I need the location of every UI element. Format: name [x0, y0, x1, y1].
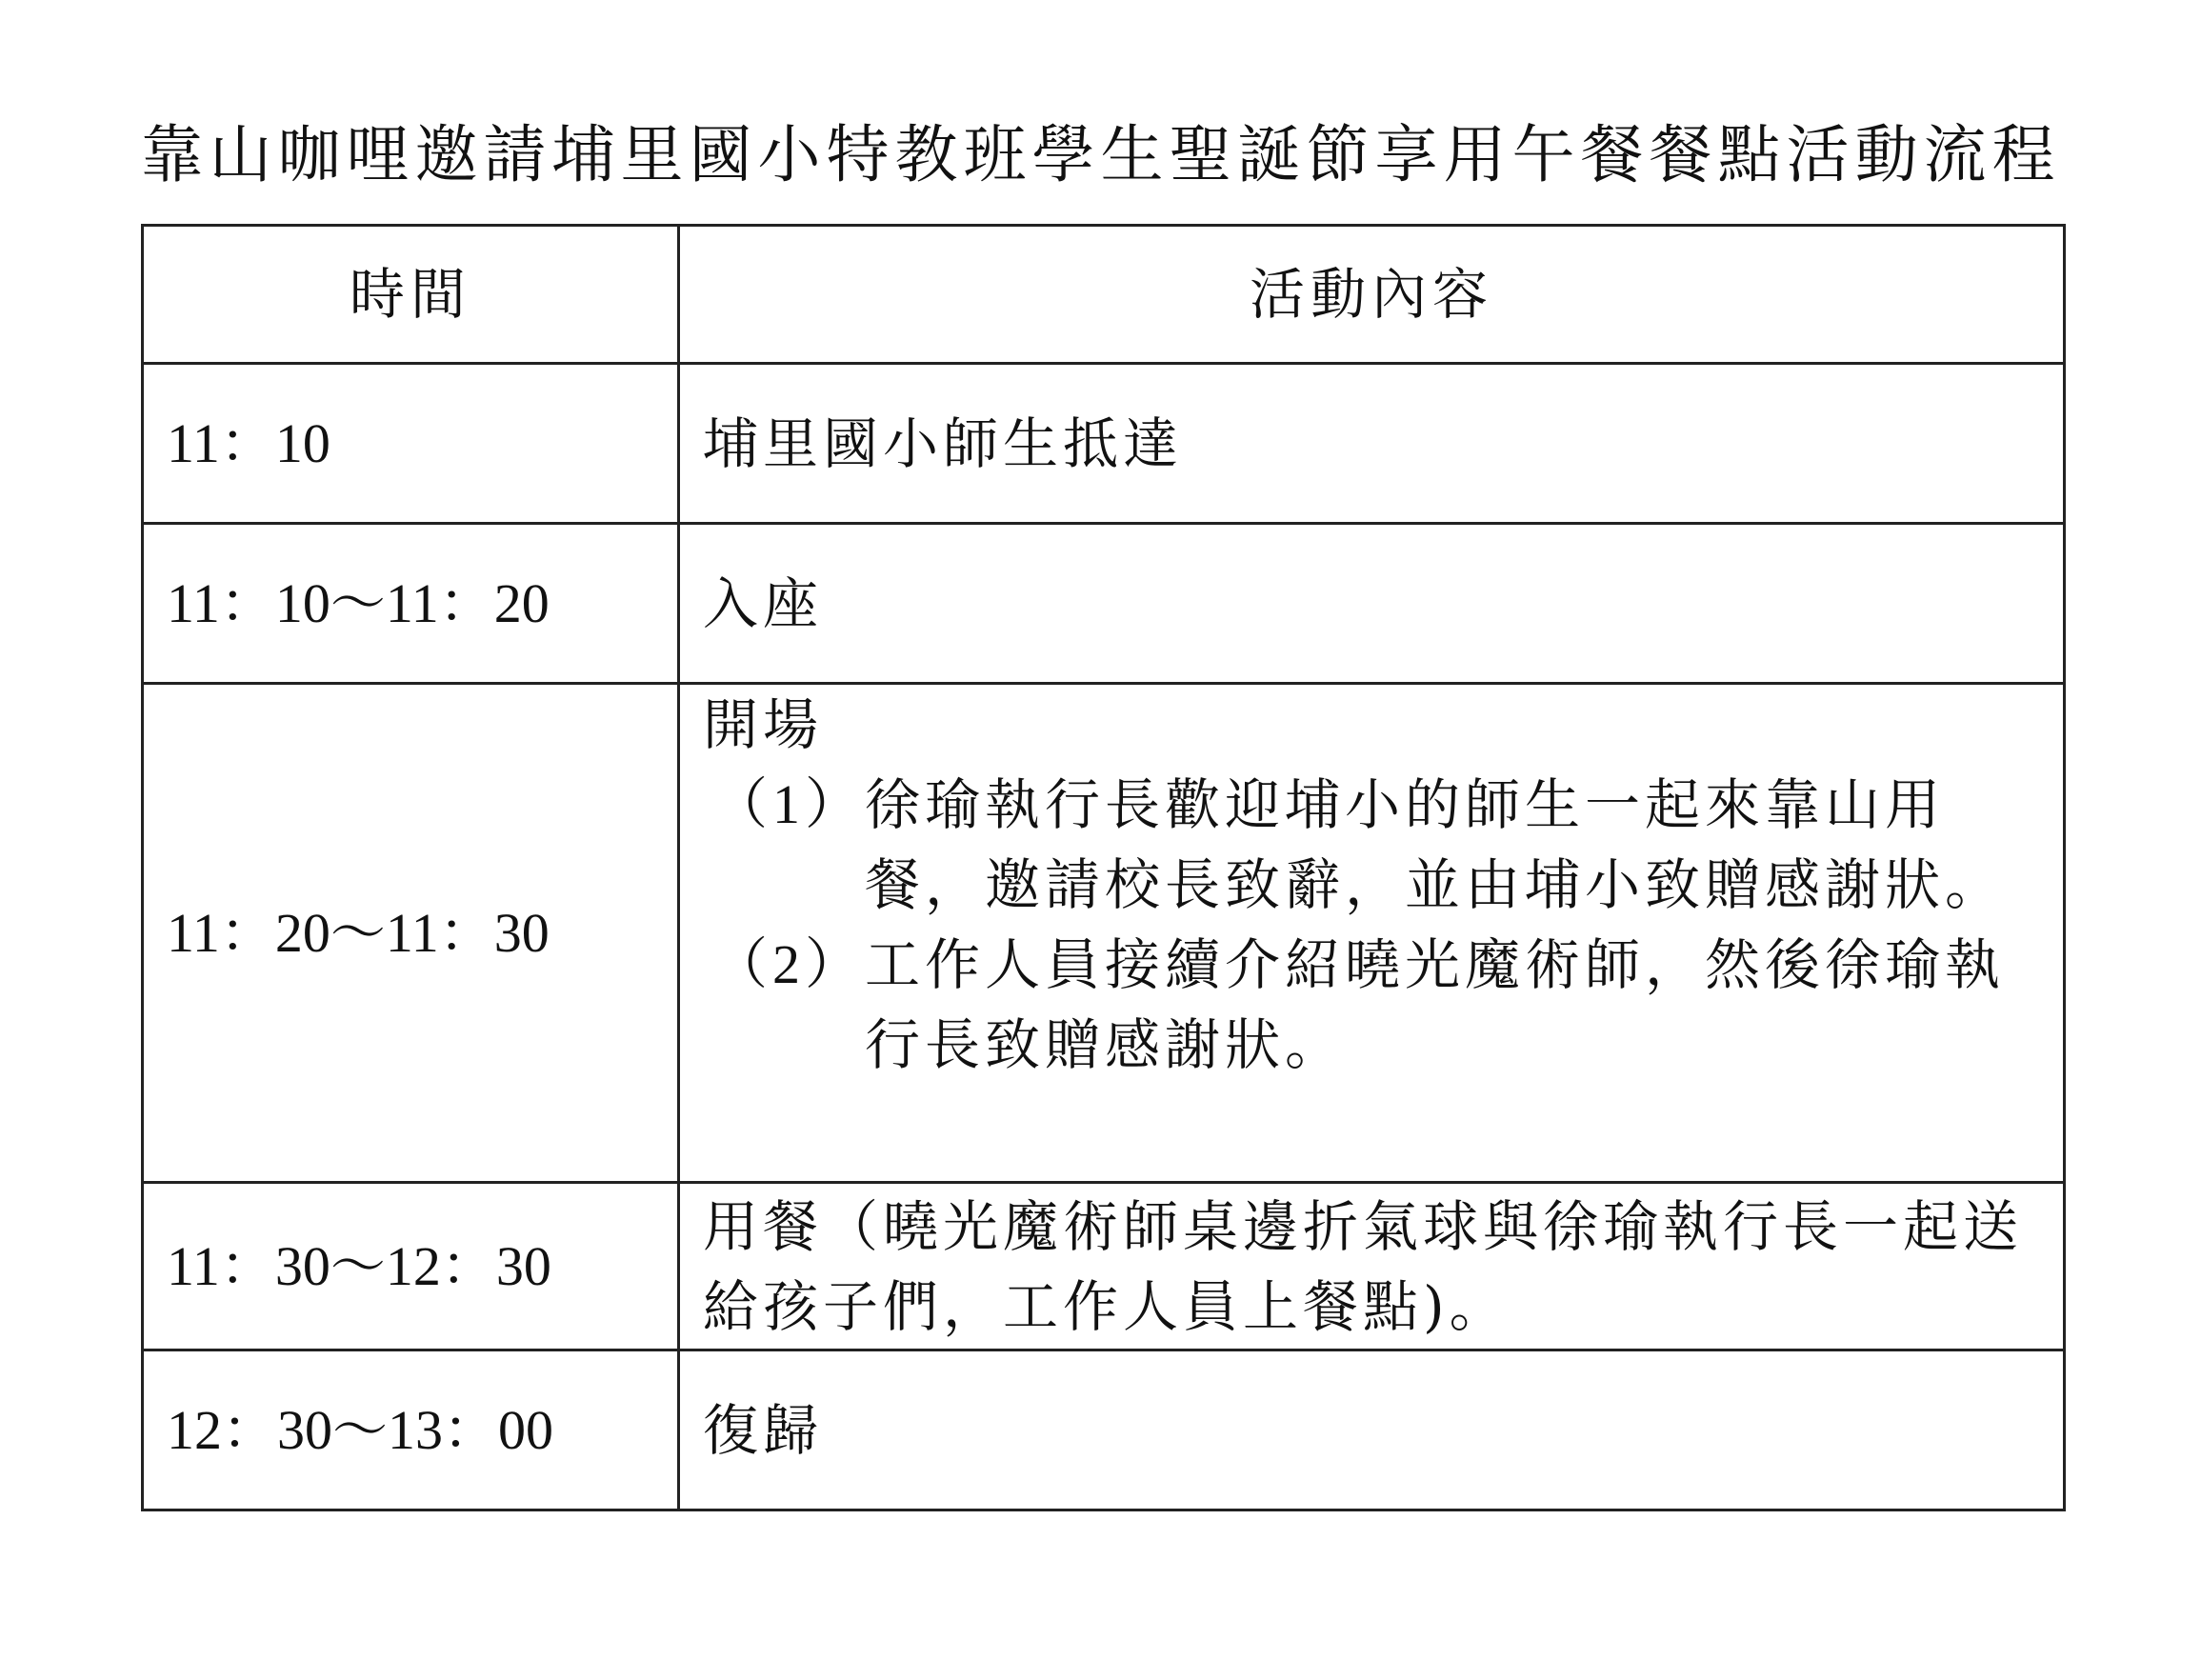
- list-item: [703, 765, 2040, 925]
- table-header-row: [143, 226, 2065, 364]
- table-row: [143, 1183, 2065, 1350]
- table-row: [143, 524, 2065, 684]
- time-column-header: 時間: [143, 226, 679, 364]
- list-item-text: 工作人員接續介紹曉光魔術師，然後徐瑜執行長致贈感謝狀。: [865, 932, 2006, 1077]
- schedule-table: [141, 224, 2066, 1511]
- activity-column-header: 活動內容: [679, 226, 2065, 364]
- table-row: [143, 1350, 2065, 1510]
- list-item: [703, 925, 2040, 1085]
- activity-cell: 入座: [679, 524, 2065, 684]
- activity-cell: [679, 684, 2065, 1183]
- activity-cell: 復歸: [679, 1350, 2065, 1510]
- table-row: [143, 364, 2065, 524]
- list-item-number: （2）: [712, 933, 866, 995]
- time-cell: 11：30～12：30: [143, 1183, 679, 1350]
- time-cell: 11：20～11：30: [143, 684, 679, 1183]
- table-row: [143, 684, 2065, 1183]
- activity-cell: 埔里國小師生抵達: [679, 364, 2065, 524]
- time-cell: 12：30～13：00: [143, 1350, 679, 1510]
- document-title: 靠山咖哩邀請埔里國小特教班學生聖誕節享用午餐餐點活動流程: [140, 118, 2061, 191]
- list-item-number: （1）: [712, 773, 866, 835]
- list-item-text: 徐瑜執行長歡迎埔小的師生一起來靠山用餐，邀請校長致辭，並由埔小致贈感謝狀。: [865, 772, 2006, 917]
- activity-heading: 開場: [703, 692, 824, 757]
- time-cell: 11：10～11：20: [143, 524, 679, 684]
- activity-cell: 用餐（曉光魔術師桌邊折氣球與徐瑜執行長一起送給孩子們，工作人員上餐點)。: [679, 1183, 2065, 1350]
- time-cell: 11：10: [143, 364, 679, 524]
